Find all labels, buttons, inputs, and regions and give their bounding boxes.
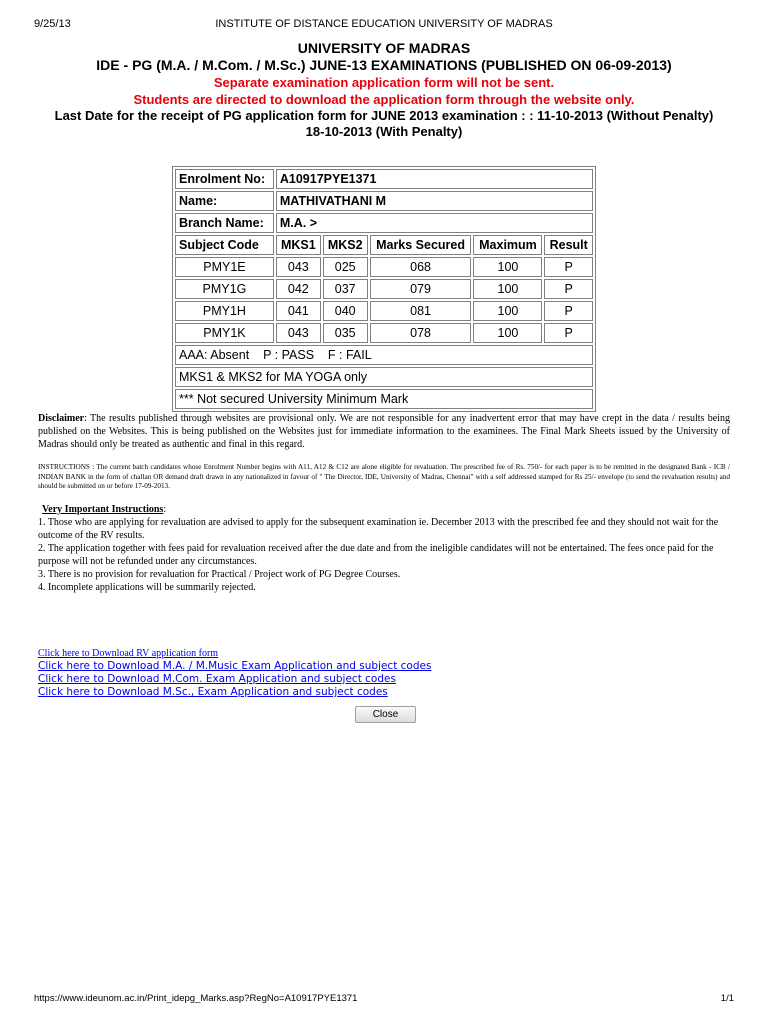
disclaimer-text: : The results published through websites are provisional only. We are not responsible for any inadvertent error that may have crept in the data / results being published on the Websites. This is being published on the Websites just for immediate information to the examinees. The Final Mark Sheets issued by the University of Madras should only be treated as authentic and final in this regard. (38, 413, 730, 450)
result-legend: AAA: Absent P : PASS F : FAIL (175, 345, 593, 365)
penalty-date: 18-10-2013 (With Penalty) (305, 124, 463, 139)
mks2: 040 (323, 301, 368, 321)
enrolment-label: Enrolment No: (175, 169, 274, 189)
notice-download: Students are directed to download the application form through the website only. (133, 92, 635, 107)
marks-table (172, 166, 596, 412)
header-mks2: MKS2 (323, 235, 368, 255)
result: P (544, 279, 593, 299)
instruction-item: 3. There is no provision for revaluation for Practical / Project work of PG Degree Courses. (38, 569, 401, 580)
revaluation-instructions: INSTRUCTIONS : The current batch candidates whose Enrolment Number begins with A11, A12 & C12 are alone eligible for revaluation. The prescribed fee of Rs. 750/- for each paper is to be remitted in the designated Bank - ICB / INDIAN BANK in the form of challan OR demand draft drawn in any nationalized in favour of " The Director, IDE, University of Madras, Chennai" with a self addressed stamped for Rs 25/- envelope (to send the revaluation results) and should be submitted on or before 17-09-2013. (38, 463, 730, 490)
mks1: 042 (276, 279, 321, 299)
maximum: 100 (473, 301, 542, 321)
ma-application-link[interactable]: Click here to Download M.A. / M.Music Exam Application and subject codes (38, 660, 432, 672)
subject-code: PMY1H (175, 301, 274, 321)
subject-code: PMY1K (175, 323, 274, 343)
download-links (38, 648, 431, 699)
name-value: MATHIVATHANI M (276, 191, 593, 211)
mks1: 041 (276, 301, 321, 321)
enrolment-row (175, 169, 593, 189)
subject-code: PMY1G (175, 279, 274, 299)
minimum-mark-note: *** Not secured University Minimum Mark (175, 389, 593, 409)
marks-secured: 078 (370, 323, 472, 343)
marks-header-row (175, 235, 593, 255)
print-date: 9/25/13 (34, 18, 71, 30)
table-row (175, 279, 593, 299)
marks-secured: 079 (370, 279, 472, 299)
maximum: 100 (473, 323, 542, 343)
mks2: 035 (323, 323, 368, 343)
instruction-item: 4. Incomplete applications will be summarily rejected. (38, 582, 256, 593)
name-label: Name: (175, 191, 274, 211)
very-important-heading: Very Important Instructions (42, 504, 164, 515)
maximum: 100 (473, 279, 542, 299)
header-mks1: MKS1 (276, 235, 321, 255)
enrolment-value: A10917PYE1371 (276, 169, 593, 189)
subject-code: PMY1E (175, 257, 274, 277)
notice-no-form: Separate examination application form will not be sent. (213, 75, 555, 90)
note-row (175, 389, 593, 409)
table-row (175, 257, 593, 277)
table-row (175, 301, 593, 321)
note-row (175, 367, 593, 387)
header-marks-secured: Marks Secured (370, 235, 472, 255)
result: P (544, 323, 593, 343)
marks-secured: 081 (370, 301, 472, 321)
name-row (175, 191, 593, 211)
header-maximum: Maximum (473, 235, 542, 255)
msc-application-link[interactable]: Click here to Download M.Sc., Exam Application and subject codes (38, 686, 388, 698)
instruction-item: 1. Those who are applying for revaluation are advised to apply for the subsequent examination ie. December 2013 with the prescribed fee and they should not wait for the outcome of the RV results. (38, 517, 719, 541)
mks-note: MKS1 & MKS2 for MA YOGA only (175, 367, 593, 387)
table-row (175, 323, 593, 343)
very-important-instructions: Very Important Instructions: 1. Those who are applying for revaluation are advised to apply for the subsequent examination ie. December 2013 with the prescribed fee and they should not wait for the outcome of the RV results. 2. The application together with fees paid for revaluation received after the due date and from the ineligible candidates will not be entertained. The fees once paid for the purpose will not be refunded under any circumstances. 3. There is no provision for revaluation for Practical / Project work of PG Degree Courses. 4. Incomplete applications will be summarily rejected. (38, 503, 738, 594)
maximum: 100 (473, 257, 542, 277)
mks2: 025 (323, 257, 368, 277)
header-result: Result (544, 235, 593, 255)
print-title: INSTITUTE OF DISTANCE EDUCATION UNIVERSITY OF MADRAS (215, 18, 553, 30)
page-header (0, 40, 768, 140)
exam-title: IDE - PG (M.A. / M.Com. / M.Sc.) JUNE-13 EXAMINATIONS (PUBLISHED ON 06-09-2013) (96, 57, 672, 73)
page-number: 1/1 (720, 993, 734, 1004)
legend-row (175, 345, 593, 365)
result: P (544, 301, 593, 321)
marks-secured: 068 (370, 257, 472, 277)
mcom-application-link[interactable]: Click here to Download M.Com. Exam Application and subject codes (38, 673, 396, 685)
disclaimer (38, 412, 730, 451)
branch-value: M.A. > (276, 213, 593, 233)
disclaimer-label: Disclaimer (38, 413, 85, 424)
mks1: 043 (276, 323, 321, 343)
last-date: Last Date for the receipt of PG application form for JUNE 2013 examination : : 11-10-2013 (Without Penalty) (54, 108, 714, 123)
university-title: UNIVERSITY OF MADRAS (297, 40, 471, 56)
branch-row (175, 213, 593, 233)
mks1: 043 (276, 257, 321, 277)
branch-label: Branch Name: (175, 213, 274, 233)
mks2: 037 (323, 279, 368, 299)
result: P (544, 257, 593, 277)
page-url: https://www.ideunom.ac.in/Print_idepg_Marks.asp?RegNo=A10917PYE1371 (34, 993, 358, 1004)
header-subject-code: Subject Code (175, 235, 274, 255)
instruction-item: 2. The application together with fees paid for revaluation received after the due date and from the ineligible candidates will not be entertained. The fees once paid for the purpose will not be refunded under any circumstances. (38, 543, 714, 567)
close-button[interactable]: Close (355, 706, 416, 723)
rv-form-link[interactable]: Click here to Download RV application form (38, 648, 219, 659)
